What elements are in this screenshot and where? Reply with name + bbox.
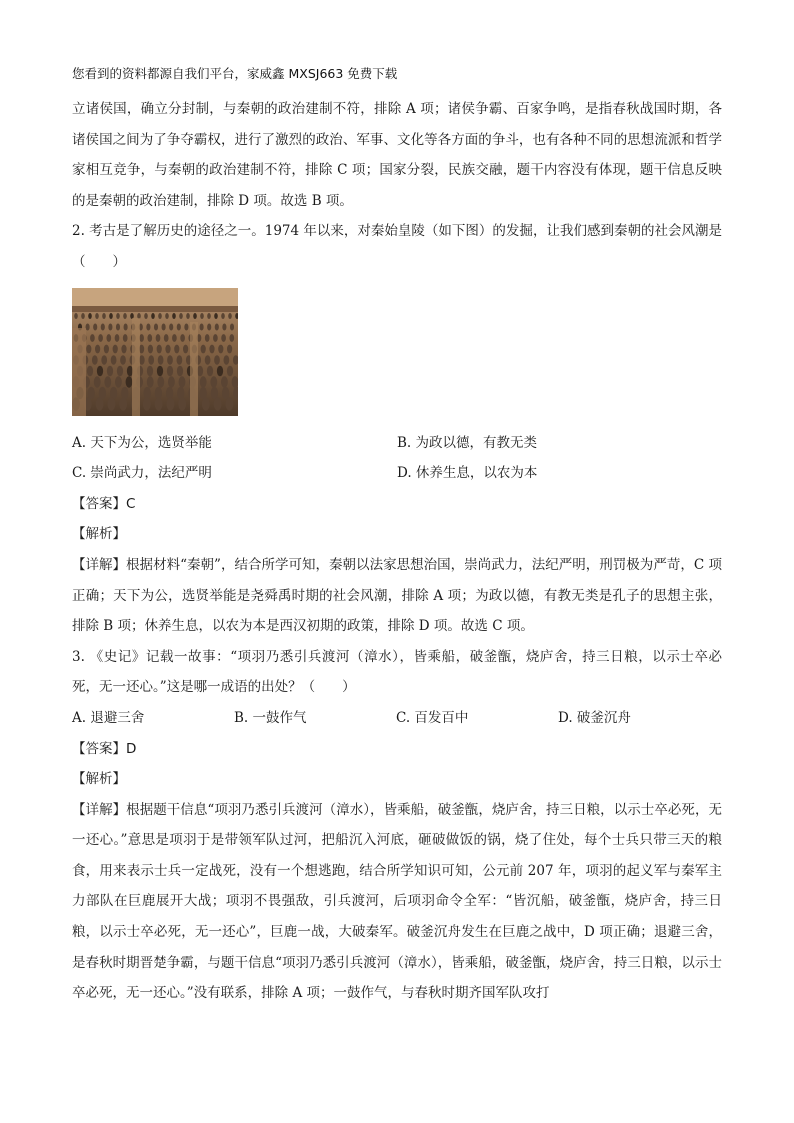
q3-option-b[interactable]: B. 一鼓作气 [234, 709, 307, 726]
terracotta-army-illustration [72, 288, 238, 416]
q2-option-a[interactable]: A. 天下为公，选贤举能 [72, 434, 212, 451]
q2-analysis-heading: 【解析】 [72, 526, 126, 543]
q3-stem: 3. 《史记》记载一故事：“项羽乃悉引兵渡河（漳水），皆乘船，破釜甑，烧庐舍，持三日粮，以示士卒必死，无一还心。”这是哪一成语的出处？（ ） [72, 648, 722, 696]
q3-answer: 【答案】D [72, 740, 137, 757]
q1-analysis-tail: 立诸侯国，确立分封制，与秦朝的政治建制不符，排除 A 项；诸侯争霸、百家争鸣，是指春秋战国时期，各诸侯国之间为了争夺霸权，进行了激烈的政治、军事、文化等各方面的争斗，也有各种不同的思想流派和哲学家相互竞争，与秦朝的政治建制不符，排除 C 项；国家分裂，民族交融，题干内容没有体现，题干信息反映的是秦朝的政治建制，排除 D 项。故选 B 项。 [72, 101, 722, 209]
q3-options [72, 703, 722, 734]
q3-option-a[interactable]: A. 退避三舍 [72, 709, 145, 726]
q2-stem: 2. 考古是了解历史的途径之一。1974 年以来，对秦始皇陵（如下图）的发掘，让我们感到秦朝的社会风潮是（ ） [72, 223, 722, 270]
document-content [72, 94, 722, 1009]
q3-detail: 【详解】根据题干信息“项羽乃悉引兵渡河（漳水），皆乘船，破釜甑，烧庐舍，持三日粮，以示士卒必死，无一还心。”意思是项羽于是带领军队过河，把船沉入河底，砸破做饭的锅，烧了住处，每个士兵只带三天的粮食，用来表示士兵一定战死，没有一个想逃跑，结合所学知识可知，公元前 207 年，项羽的起义军与秦军主力部队在巨鹿展开大战；项羽不畏强敌，引兵渡河，后项羽命令全军：“皆沉船，破釜甑，烧庐舍，持三日粮，以示士卒必死，无一还心”，巨鹿一战，大破秦军。破釜沉舟发生在巨鹿之战中，D 项正确；退避三舍，是春秋时期晋楚争霸，与题干信息“项羽乃悉引兵渡河（漳水），皆乘船，破釜甑，烧庐舍，持三日粮，以示士卒必死，无一还心。”没有联系，排除 A 项；一鼓作气，与春秋时期齐国军队攻打 [72, 801, 722, 1002]
q2-option-c[interactable]: C. 崇尚武力，法纪严明 [72, 465, 212, 482]
q3-option-c[interactable]: C. 百发百中 [396, 709, 469, 726]
q2-option-b[interactable]: B. 为政以德，有教无类 [397, 434, 538, 451]
q2-answer: 【答案】C [72, 495, 136, 512]
q2-detail: 【详解】根据材料“秦朝”，结合所学可知，秦朝以法家思想治国，崇尚武力，法纪严明，刑罚极为严苛，C 项正确；天下为公，选贤举能是尧舜禹时期的社会风潮，排除 A 项；为政以德，有教无类是孔子的思想主张，排除 B 项；休养生息，以农为本是西汉初期的政策，排除 D 项。故选 C 项。 [72, 556, 722, 635]
page-header: 您看到的资料都源自我们平台，家威鑫 MXSJ663 免费下载 [72, 66, 398, 81]
q3-analysis-heading: 【解析】 [72, 771, 126, 788]
q3-option-d[interactable]: D. 破釜沉舟 [558, 709, 631, 726]
q2-options [72, 428, 722, 489]
terracotta-army-photo [72, 288, 238, 416]
q2-option-d[interactable]: D. 休养生息，以农为本 [397, 465, 538, 482]
